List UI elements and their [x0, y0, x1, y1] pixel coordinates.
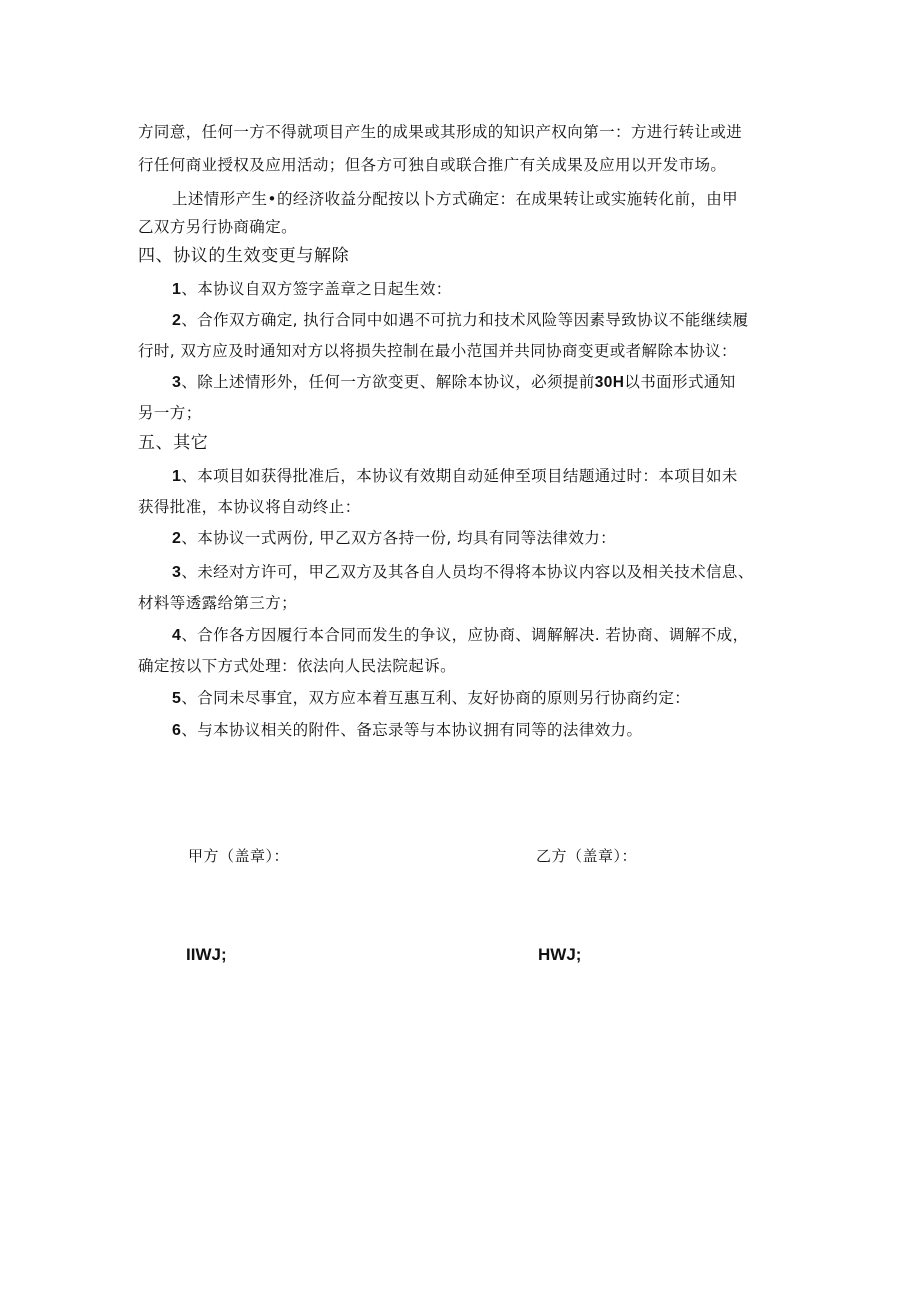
party-a-label: 甲方（盖章）： [188, 847, 290, 865]
clause-text: 、合作各方因履行本合同而发生的争议，应协商、调解解决. 若协商、调解不成， [181, 626, 749, 644]
clause-5-3-cont: 材料等透露给第三方； [138, 594, 298, 612]
clause-text: 、除上述情形外，任何一方欲变更、解除本协议，必须提前 [181, 373, 595, 391]
clause-number: 6 [172, 722, 182, 739]
clause-5-1 [172, 464, 832, 489]
clause-number: 2 [172, 530, 182, 547]
clause-4-1 [172, 277, 832, 302]
clause-bold-term: 30H [594, 374, 625, 391]
clause-text: 、本项目如获得批准后，本协议有效期自动延伸至项目结题通过时：本项目如未 [181, 467, 738, 485]
clause-4-3 [172, 370, 832, 395]
clause-number: 3 [172, 564, 182, 581]
clause-number: 1 [172, 281, 182, 298]
party-a-signature: IIWJ; [186, 945, 227, 964]
intro-line-4: 乙双方另行协商确定。 [138, 218, 298, 236]
party-b-label: 乙方（盖章）： [536, 847, 638, 865]
clause-text: 、与本协议相关的附件、备忘录等与本协议拥有同等的法律效力。 [181, 721, 643, 739]
section-4-title: 四、协议的生效变更与解除 [138, 246, 350, 266]
clause-5-6 [172, 718, 832, 743]
clause-5-5 [172, 686, 832, 711]
clause-text: 、本协议一式两份, 甲乙双方各持一份, 均具有同等法律效力： [181, 529, 617, 547]
clause-5-4-cont: 确定按以下方式处理：依法向人民法院起诉。 [138, 657, 457, 675]
clause-number: 5 [172, 690, 182, 707]
clause-5-2 [172, 526, 832, 551]
clause-text: 、未经对方许可，甲乙双方及其各自人员均不得将本协议内容以及相关技术信息、 [181, 563, 754, 581]
clause-text: 、合同未尽事宜，双方应本着互惠互利、友好协商的原则另行协商约定： [181, 689, 691, 707]
intro-line-3: 上述情形产生•的经济收益分配按以卜方式确定：在成果转让或实施转化前，由甲 [172, 190, 739, 208]
section-5-title: 五、其它 [138, 433, 209, 453]
intro-line-2: 行任何商业授权及应用活动；但各方可独自或联合推广有关成果及应用以开发市场。 [138, 156, 727, 174]
party-b-signature: HWJ; [538, 945, 582, 964]
clause-text: 、本协议自双方签字盖章之日起生效： [181, 280, 452, 298]
clause-number: 3 [172, 374, 182, 391]
clause-text-2: 以书面形式通知 [624, 373, 736, 391]
clause-5-3 [172, 560, 832, 585]
clause-number: 2 [172, 312, 182, 329]
clause-4-2-cont: 行时, 双方应及时通知对方以将损失控制在最小范国并共同协商变更或者解除本协议： [138, 342, 737, 360]
clause-number: 4 [172, 627, 182, 644]
clause-5-4 [172, 623, 832, 648]
clause-5-1-cont: 获得批准，本协议将自动终止： [138, 498, 361, 516]
clause-text: 、合作双方确定, 执行合同中如遇不可抗力和技术风险等因素导致协议不能继续履 [181, 311, 749, 329]
clause-number: 1 [172, 468, 182, 485]
intro-line-1: 方同意，任何一方不得就项目产生的成果或其形成的知识产权向第一：方进行转让或进 [138, 123, 743, 141]
clause-4-2 [172, 308, 832, 333]
clause-4-3-cont: 另一方； [138, 404, 202, 422]
